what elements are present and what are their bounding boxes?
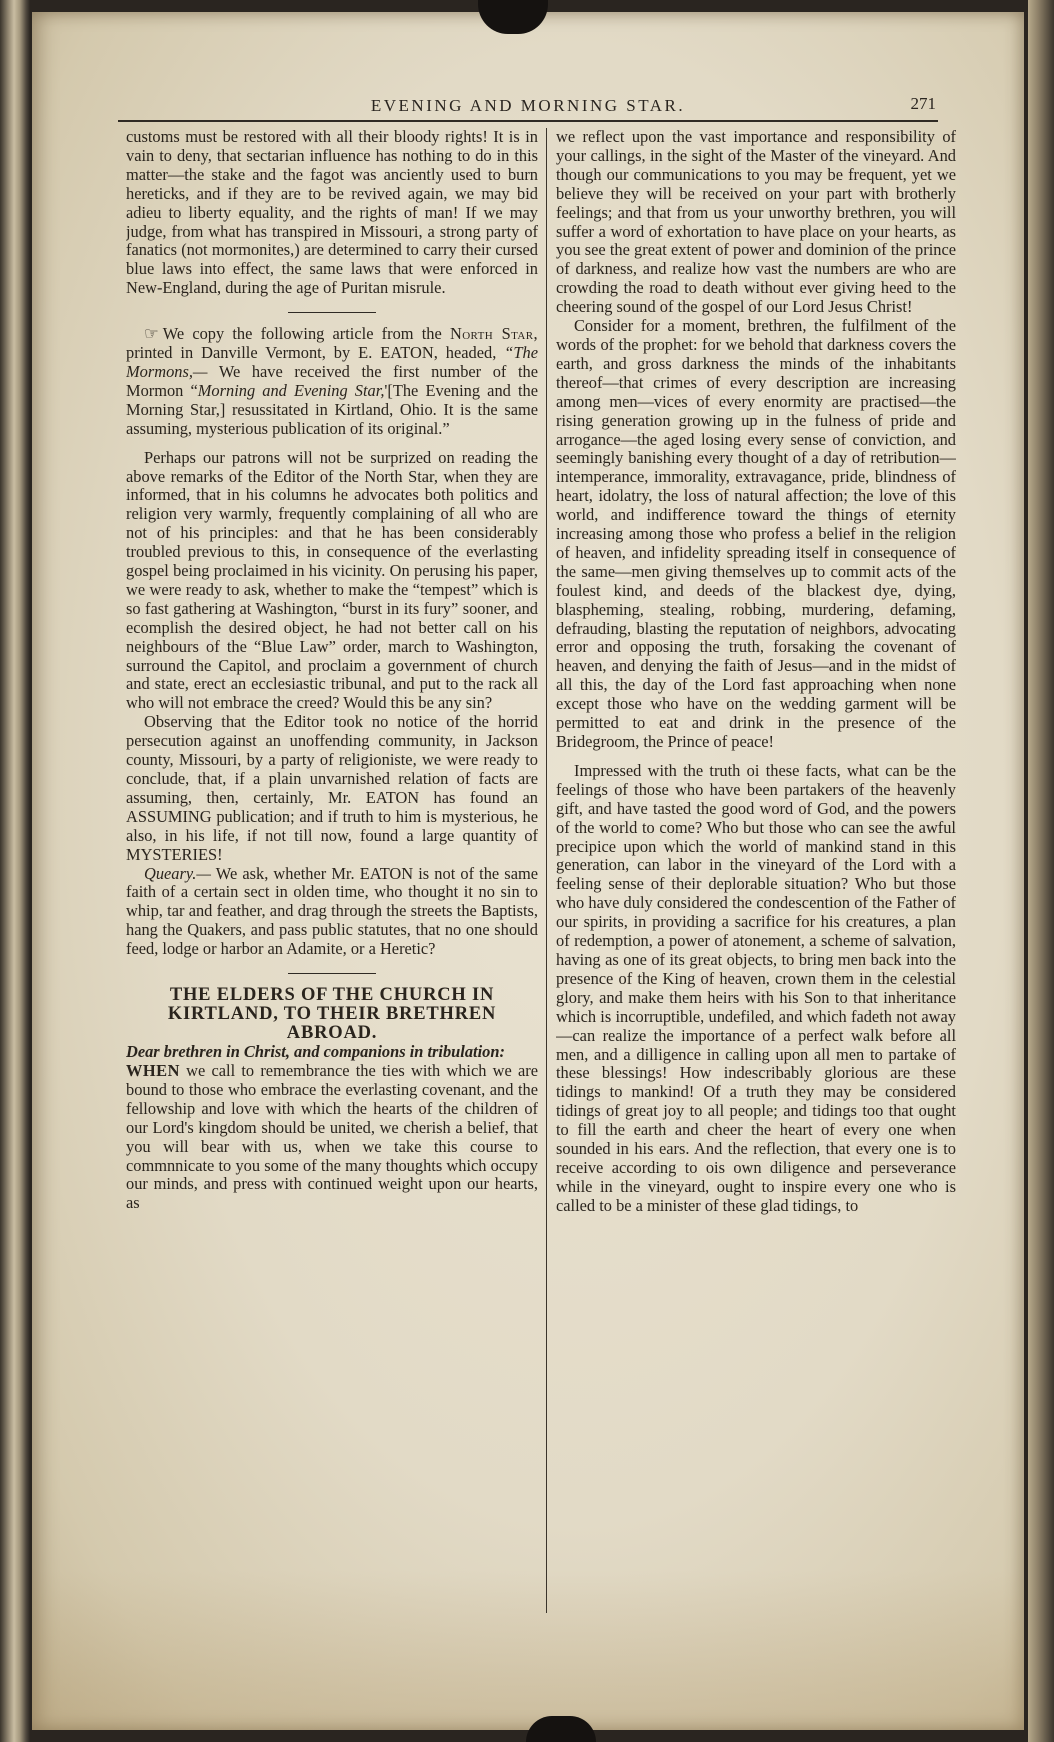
salutation: Dear brethren in Christ, and companions in tribulation: (126, 1042, 505, 1062)
intro-text-b: printed in Danville Vermont, by E. EATON, headed, (126, 343, 497, 363)
right-column (556, 128, 956, 1608)
section-divider-2 (288, 973, 376, 974)
paragraph-observing: Observing that the Editor took no notice of the horrid persecution against an unoffending community, in Jackson county, Missouri, by a party of religioniste, we were ready to conclude, that, if a plain unvarnished relation of facts are assuming, then, certainly, Mr. EATON has found an ASSUMING publication; and if truth to him is mysterious, he also, in his life, if not till now, found a large quantity of MYSTERIES! (126, 712, 538, 864)
north-star-name: North Star, (449, 324, 538, 344)
intro-text-a: We copy the following article from the (162, 324, 442, 344)
page-edge (1028, 0, 1054, 1742)
paragraph-when-text: we call to remembrance the ties with which we are bound to those who embrace the everlasting covenant, and the fellowship and love with which the hearts of the children of our Lord's kingdom should be united, we cherish a belief, that you will bear with us, when we take this course to commnnicate to you some of the many thoughts which occupy our minds, and press with continued weight upon our hearts, as (126, 1060, 538, 1213)
running-header (118, 92, 938, 122)
opening-word: WHEN (126, 1060, 180, 1080)
paragraph-customs: customs must be restored with all their bloody rights! It is in vain to deny, that sectarian influence has nothing to do in this matter—the stake and the fagot was anciently used to burn hereticks, and if they are to be revived again, we may bid adieu to liberty equality, and the rights of man! If we may judge, from what has transpired in Missouri, a strong party of fanatics (not mormonites,) are determined to carry their cursed blue laws into effect, the same laws that were enforced in New-England, during the age of Puritan misrule. (126, 128, 538, 298)
queary-label: Queary.— (144, 863, 211, 883)
column-rule (546, 128, 547, 1613)
paragraph-north-star-intro (126, 325, 538, 438)
left-column (126, 128, 538, 1608)
section-divider (288, 312, 376, 313)
intro-text-f: '[The Evening and the Morning Star,] resussitated in Kirtland, Ohio. It is the same assuming, mysterious publication of its original.” (126, 380, 538, 438)
page-number: 271 (910, 94, 936, 113)
star-title: Morning and Evening Star, (197, 380, 385, 400)
paragraph-consider: Consider for a moment, brethren, the fulfilment of the words of the prophet: for we behold that darkness covers the earth, and gross darkness the minds of the inhabitants thereof—that crimes of every description are increasing among men—vices of every enormity are practised—the rising generation growing up in the fulness of pride and arrogance—the aged losing every sense of conviction, and seemingly banishing every thought of a day of retribution—intemperance, immorality, extravagance, pride, blindness of heart, idolatry, the loss of natural affection; the love of this world, and indifference toward the things of eternity increasing among those who profess a belief in the religion of heaven, and infidelity spreading itself in consequence of the same—men giving themselves up to commit acts of the foulest kind, and deeds of the blackest dye, dying, blaspheming, stealing, robbing, murdering, defaming, defrauding, blasting the reputation of neighbors, advocating error and opposing the truth, forsaking the covenant of heaven, and denying the faith of Jesus—and in the midst of all this, the day of the Lord fast approaching when none except those who have on the wedding garment will be permitted to eat and drink in the presence of the Bridegroom, the Prince of peace! (556, 316, 956, 751)
header-title: EVENING AND MORNING STAR. (370, 96, 686, 115)
article-heading: THE ELDERS OF THE CHURCH IN KIRTLAND, TO THEIR BRETHREN ABROAD. (167, 985, 497, 1044)
queary-text: We ask, whether Mr. EATON is not of the same faith of a certain sect in olden time, who thought it no sin to whip, tar and feather, and drag through the streets the Baptists, hang the Quakers, and pass public statutes, that no one should feed, lodge or harbor an Adamite, or a Heretic? (126, 863, 538, 959)
paragraph-queary (126, 865, 538, 960)
paragraph-reflect: we reflect upon the vast importance and responsibility of your callings, in the sight of the Master of the vineyard. And though our communications to you may be frequent, yet we believe they will be received on your part with brotherly feelings; and that from us your unworthy brethren, you will suffer a word of exhortation to have place on your hearts, as you see the great extent of power and dominion of the prince of darkness, and realize how vast the numbers are who are crowding the road to death without ever giving heed to the cheering sound of the gospel of our Lord Jesus Christ! (556, 128, 956, 317)
paragraph-impressed: Impressed with the truth oi these facts, what can be the feelings of those who have been partakers of the heavenly gift, and have tasted the good word of God, and the powers of the world to come? Who but those who can see the awful precipice upon which the world of mankind stand in this generation, can labor in the vineyard of the Lord with a feeling sense of their deplorable situation? Who but those who have duly considered the condescention of the Father of our spirits, in providing a sacrifice for his creatures, a plan of redemption, a power of atonement, a scheme of salvation, having as one of its great objects, to bring men back into the presence of the King of heaven, crown them in the celestial glory, and make them heirs with his Son to that inheritance which is incorruptible, undefiled, and which fadeth not away—can realize the importance of a perfect walk before all men, and a dilligence in calling upon all men to partake of these blessings! How indescribably glorious are these tidings to mankind! Of a truth they may be considered tidings of great joy to all people; and tidings too that ought to fill the earth and cheer the heart of every one when sounded in his ears. And the reflection, that every one is to receive according to ois own diligence and perseverance while in the vineyard, ought to inspire every one who is called to be a minister of these glad tidings, to (556, 760, 956, 1215)
paragraph-perhaps: Perhaps our patrons will not be surprized on reading the above remarks of the Editor of the North Star, when they are informed, that in his columns he advocates both politics and religion very warmly, frequently complaining of all who are not of his principles: and that he has been considerably troubled previous to this, in consequence of the everlasting gospel being proclaimed in his vicinity. On perusing his paper, we were ready to ask, whether to make the “tempest” which is so fast gathering at Washington, “burst in its fury” sooner, and ecomplish the desired object, he had not better call on his neighbours of the “Blue Law” order, march to Washington, surround the Capitol, and proclaim a government of church and state, erect an ecclesiastic tribunal, and put to the rack all who will not embrace the creed? Would this be any sin? (126, 447, 538, 713)
paragraph-when (126, 1062, 538, 1213)
intro-text-d: We have received the first number of the Mormon “ (126, 361, 538, 400)
pointing-hand-icon: ☞ (144, 324, 159, 344)
article-headline: “The Mormons,— (126, 343, 538, 381)
